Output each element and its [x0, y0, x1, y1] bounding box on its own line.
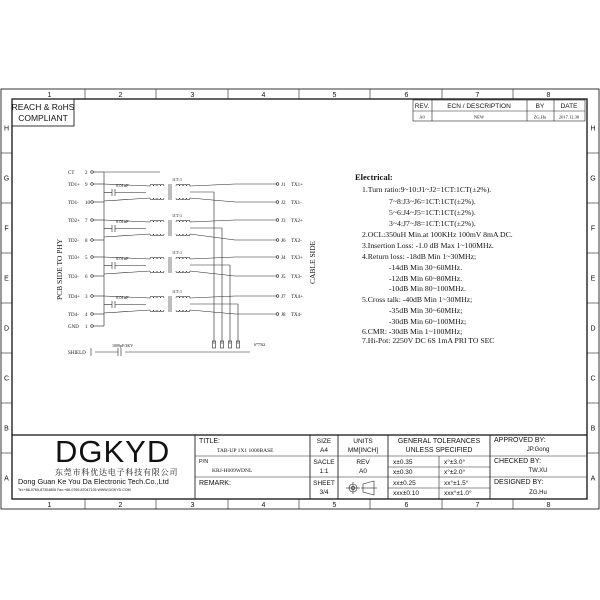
left-pin-label: TD2+ — [68, 219, 80, 224]
size-label: SIZE — [316, 438, 332, 445]
column-label-top: 7 — [475, 92, 480, 99]
company-logo: DGKYD — [55, 434, 171, 469]
left-pin-number: 8 — [85, 239, 88, 244]
title-value: TAB-UP 1X1 1000BASE — [217, 448, 274, 454]
winding-loop — [180, 184, 184, 186]
pcb-side-label: PCB SIDE TO PHY — [55, 238, 64, 300]
tolerance-subtitle: UNLESS SPECIFIED — [405, 447, 473, 454]
primary-lead — [104, 198, 150, 201]
winding-loop — [161, 220, 165, 222]
compliance-line-2: COMPLIANT — [18, 113, 68, 123]
winding-loop — [183, 234, 187, 236]
row-label-right: C — [590, 375, 596, 383]
column-label-top: 6 — [404, 92, 409, 99]
pin-terminal — [91, 219, 94, 222]
approved-label: APPROVED BY: — [494, 437, 546, 444]
winding-loop — [187, 271, 191, 273]
winding-loop — [154, 234, 158, 236]
secondary-lead — [190, 257, 235, 259]
turns-ratio-label: 1CT:1 — [172, 213, 183, 218]
tolerance-linear: x±0.30 — [393, 469, 413, 476]
pin-terminal — [91, 325, 94, 328]
winding-loop — [187, 184, 191, 186]
column-label-top: 8 — [546, 92, 551, 99]
column-label-bottom: 6 — [404, 502, 409, 509]
winding-loop — [161, 310, 165, 312]
title-block — [12, 434, 587, 499]
winding-loop — [180, 310, 184, 312]
column-label-bottom: 5 — [332, 502, 337, 509]
pin-terminal — [91, 275, 94, 278]
row-label-left: F — [4, 225, 9, 233]
winding-loop — [154, 257, 158, 259]
tolerance-linear: xx±0.25 — [393, 480, 416, 487]
winding-loop — [150, 296, 154, 298]
electrical-spec-line: 3.Insertion Loss: -1.0 dB Max 1~100MHz. — [362, 241, 494, 250]
left-pin-number: 2 — [85, 171, 88, 176]
electrical-spec-line: -30dB Min 60~100MHz; — [389, 317, 467, 326]
pin-terminal — [276, 239, 279, 242]
column-label-bottom: 2 — [118, 502, 123, 509]
left-pin-number: 6 — [85, 275, 88, 280]
secondary-lead — [190, 271, 235, 276]
winding-loop — [176, 271, 180, 273]
sheet-label: SHEET — [313, 480, 335, 487]
row-label-left: H — [3, 125, 10, 133]
winding-loop — [161, 296, 165, 298]
right-pin-label: J5 — [281, 275, 286, 280]
winding-loop — [176, 220, 180, 222]
winding-loop — [180, 234, 184, 236]
tolerance-angular: x°±2.0° — [444, 469, 466, 476]
winding-loop — [154, 184, 158, 186]
electrical-spec-line: 2.OCL:350uH Min.at 100KHz 100mV 8mA DC. — [362, 230, 513, 239]
winding-loop — [157, 198, 161, 200]
schematic — [68, 171, 303, 356]
electrical-spec-line: -12dB Min 60~80MHz. — [389, 274, 463, 283]
winding-loop — [157, 220, 161, 222]
winding-loop — [187, 310, 191, 312]
pin-terminal — [91, 256, 94, 259]
row-label-right: A — [590, 475, 596, 483]
winding-loop — [157, 234, 161, 236]
row-label-right: G — [590, 175, 596, 183]
rev-header-by: BY — [535, 103, 545, 110]
winding-loop — [176, 257, 180, 259]
winding-loop — [150, 198, 154, 200]
column-label-top: 1 — [47, 92, 52, 99]
winding-loop — [150, 220, 154, 222]
units-value: MM[INCH] — [347, 447, 379, 454]
company-contact: Tel:+86-0769-87304806 Fax:+86-0769-87047126 WWW.DGKYD.COM — [18, 488, 131, 492]
left-pin-number: 5 — [85, 256, 88, 261]
cable-side-label: CABLE SIDE — [308, 240, 317, 284]
right-pin-name: TX3- — [291, 275, 302, 280]
winding-loop — [176, 310, 180, 312]
winding-loop — [157, 271, 161, 273]
rev-cell-date: 2017.12.30 — [558, 114, 580, 120]
winding-loop — [150, 271, 154, 273]
electrical-spec-line: 7~8:J3~J6=1CT:1CT(±2%). — [389, 197, 476, 206]
row-label-left: E — [4, 275, 9, 283]
electrical-spec-line: 6.CMR: -30dB Min 1~100MHz; — [362, 327, 463, 336]
pin-terminal — [91, 183, 94, 186]
winding-loop — [154, 310, 158, 312]
rev-cell-by: ZG.Hu — [533, 114, 547, 120]
secondary-lead — [190, 310, 235, 314]
column-label-bottom: 4 — [261, 502, 266, 509]
winding-loop — [154, 220, 158, 222]
winding-loop — [161, 234, 165, 236]
shield-label: SHIELD — [68, 351, 86, 356]
winding-loop — [176, 234, 180, 236]
winding-loop — [154, 296, 158, 298]
winding-loop — [157, 184, 161, 186]
left-pin-label: TD1- — [68, 201, 79, 206]
right-pin-label: J1 — [281, 183, 286, 188]
row-label-left: G — [3, 175, 10, 183]
row-label-right: D — [590, 325, 596, 333]
checked-label: CHECKED BY: — [494, 458, 542, 465]
winding-loop — [161, 257, 165, 259]
column-label-bottom: 7 — [475, 502, 480, 509]
row-label-left: C — [3, 375, 10, 383]
designed-value: ZG.Hu — [529, 490, 547, 496]
winding-loop — [187, 220, 191, 222]
winding-loop — [150, 310, 154, 312]
column-label-bottom: 8 — [546, 502, 551, 509]
secondary-lead — [190, 198, 235, 202]
part-label: P/N — [199, 459, 209, 465]
secondary-lead — [190, 296, 235, 298]
winding-loop — [176, 296, 180, 298]
company-name-cn: 东莞市科优达电子科技有限公司 — [55, 468, 179, 477]
electrical-spec-line: -35dB Min 30~60MHz; — [389, 306, 463, 315]
secondary-lead — [190, 184, 235, 186]
primary-lead — [104, 271, 150, 274]
electrical-spec-line: 7.Hi-Pot: 2250V DC 6S 1mA PRI TO SEC — [362, 336, 495, 345]
secondary-lead — [190, 220, 235, 222]
winding-loop — [157, 310, 161, 312]
winding-loop — [150, 184, 154, 186]
winding-loop — [187, 296, 191, 298]
pin-terminal — [276, 275, 279, 278]
electrical-spec-line: 5.Cross talk: -40dB Min 1~30MHz; — [362, 295, 473, 304]
right-pin-name: TX2+ — [291, 219, 303, 224]
left-pin-label: CT — [68, 171, 75, 176]
left-pin-number: 1 — [85, 325, 88, 330]
row-label-right: F — [590, 225, 596, 233]
winding-loop — [154, 198, 158, 200]
designed-label: DESIGNED BY: — [494, 479, 544, 486]
right-pin-name: TX3+ — [291, 256, 303, 261]
pin-terminal — [91, 171, 94, 174]
left-pin-label: TD1+ — [68, 183, 80, 188]
rev-header-ecn: ECN / DESCRIPTION — [447, 103, 511, 110]
size-value: A4 — [320, 447, 328, 454]
column-label-top: 4 — [261, 92, 266, 99]
winding-loop — [161, 198, 165, 200]
company-name-en: Dong Guan Ke You Da Electronic Tech.Co.,Ltd — [18, 477, 169, 486]
rev-header-rev: REV. — [414, 103, 430, 110]
left-pin-number: 4 — [85, 313, 88, 318]
winding-loop — [187, 198, 191, 200]
electrical-spec-line: 3~4:J7~J8=1CT:1CT(±2%). — [389, 219, 476, 228]
winding-loop — [183, 198, 187, 200]
electrical-spec-line: 4.Return loss: -18dB Min 1~30MHz; — [362, 252, 477, 261]
tolerance-table — [393, 458, 472, 497]
pin-terminal — [276, 256, 279, 259]
right-pin-name: TX4- — [291, 313, 302, 318]
left-pin-label: GND — [68, 325, 79, 330]
winding-loop — [154, 271, 158, 273]
winding-loop — [180, 198, 184, 200]
rev-value: A0 — [359, 468, 367, 475]
left-pin-label: TD3- — [68, 275, 79, 280]
right-pin-name: TX1- — [291, 201, 302, 206]
pin-terminal — [276, 219, 279, 222]
left-pin-label: TD4- — [68, 313, 79, 318]
column-label-bottom: 1 — [47, 502, 52, 509]
compliance-box — [12, 99, 75, 126]
tolerance-angular: xxx°±1.0° — [444, 490, 472, 497]
revision-table — [413, 100, 585, 121]
pin-terminal — [91, 313, 94, 316]
winding-loop — [187, 257, 191, 259]
winding-loop — [180, 296, 184, 298]
turns-ratio-label: 1CT:1 — [172, 250, 183, 255]
primary-lead — [104, 310, 150, 313]
turns-ratio-label: 1CT:1 — [172, 289, 183, 294]
primary-lead — [104, 234, 150, 237]
winding-loop — [180, 271, 184, 273]
units-label: UNITS — [353, 438, 373, 445]
right-pin-label: J6 — [281, 239, 286, 244]
part-value: KRJ-H009WDNL — [212, 468, 253, 474]
winding-loop — [150, 257, 154, 259]
winding-loop — [183, 296, 187, 298]
row-label-right: E — [590, 275, 596, 283]
column-label-top: 5 — [332, 92, 337, 99]
winding-loop — [176, 198, 180, 200]
secondary-lead — [190, 234, 235, 240]
right-pin-label: J3 — [281, 219, 286, 224]
winding-loop — [150, 234, 154, 236]
scale-value: 1:1 — [319, 468, 329, 475]
approved-value: JP.Gong — [526, 447, 550, 453]
turns-ratio-label: 1CT:1 — [172, 177, 183, 182]
left-pin-number: 3 — [85, 295, 88, 300]
winding-loop — [157, 257, 161, 259]
rev-cell-ecn: NEW — [473, 114, 485, 120]
electrical-spec — [355, 172, 513, 345]
right-pin-label: J2 — [281, 201, 286, 206]
pin-terminal — [276, 183, 279, 186]
row-label-left: A — [4, 475, 9, 483]
checked-value: TW.XU — [528, 468, 548, 474]
pin-terminal — [91, 201, 94, 204]
sheet-value: 3/4 — [319, 489, 329, 496]
right-pin-name: TX4+ — [291, 295, 303, 300]
row-label-left: B — [4, 425, 9, 433]
row-label-left: D — [3, 325, 10, 333]
capacitor-label: 0.01uF — [116, 295, 129, 300]
electrical-spec-line: 1.Turn ratio:9~10:J1~J2=1CT:1CT(±2%). — [362, 185, 492, 194]
winding-loop — [183, 257, 187, 259]
projection-symbol-icon — [346, 481, 377, 495]
right-pin-label: J4 — [281, 256, 286, 261]
rev-label: REV — [356, 459, 370, 466]
tolerance-angular: x°±3.0° — [444, 459, 466, 466]
right-pin-name: TX2- — [291, 239, 302, 244]
winding-loop — [180, 257, 184, 259]
electrical-title: Electrical: — [355, 172, 393, 182]
pin-terminal — [276, 201, 279, 204]
compliance-line-1: REACH & RoHS — [11, 102, 75, 112]
rev-cell-rev: A0 — [419, 114, 425, 120]
capacitor-label: 0.01uF — [116, 183, 129, 188]
rev-header-date: DATE — [560, 103, 578, 110]
winding-loop — [183, 310, 187, 312]
left-pin-number: 9 — [85, 183, 88, 188]
pin-terminal — [276, 295, 279, 298]
capacitor-label: 0.01uF — [116, 256, 129, 261]
remark-label: REMARK: — [199, 480, 231, 487]
pin-terminal — [91, 295, 94, 298]
electrical-spec-line: -10dB Min 80~100MHz. — [389, 284, 466, 293]
tolerance-linear: xxx±0.10 — [393, 490, 419, 497]
right-pin-name: TX1+ — [291, 183, 303, 188]
capacitor-label: 0.01uF — [116, 219, 129, 224]
column-label-bottom: 3 — [190, 502, 195, 509]
electrical-spec-line: -14dB Min 30~60MHz. — [389, 263, 463, 272]
pin-terminal — [276, 313, 279, 316]
winding-loop — [183, 184, 187, 186]
winding-loop — [180, 220, 184, 222]
title-label: TITLE: — [199, 438, 221, 445]
right-pin-label: J8 — [281, 313, 286, 318]
winding-loop — [187, 234, 191, 236]
winding-loop — [183, 271, 187, 273]
left-pin-number: 7 — [85, 219, 88, 224]
shield-cap-label: 1000pF/2KV — [112, 343, 134, 348]
right-pin-label: J7 — [281, 295, 286, 300]
column-label-top: 2 — [118, 92, 123, 99]
column-label-top: 3 — [190, 92, 195, 99]
winding-loop — [161, 271, 165, 273]
tolerance-linear: x±0.35 — [393, 459, 413, 466]
left-pin-label: TD4+ — [68, 295, 80, 300]
electrical-spec-line: 5~6:J4~J5=1CT:1CT(±2%). — [389, 208, 476, 217]
winding-loop — [183, 220, 187, 222]
row-label-right: H — [590, 125, 596, 133]
pin-terminal — [91, 239, 94, 242]
left-pin-label: TD3+ — [68, 256, 80, 261]
row-label-right: B — [590, 425, 596, 433]
left-pin-label: TD2- — [68, 239, 79, 244]
tolerance-angular: xx°±1.5° — [444, 480, 469, 487]
winding-loop — [176, 184, 180, 186]
resistor-label: 6*75Ω — [254, 342, 265, 347]
winding-loop — [157, 296, 161, 298]
scale-label: SACLE — [313, 459, 335, 466]
winding-loop — [161, 184, 165, 186]
tolerance-title: GENERAL TOLERANCES — [397, 438, 481, 445]
left-pin-number: 10 — [85, 201, 90, 206]
